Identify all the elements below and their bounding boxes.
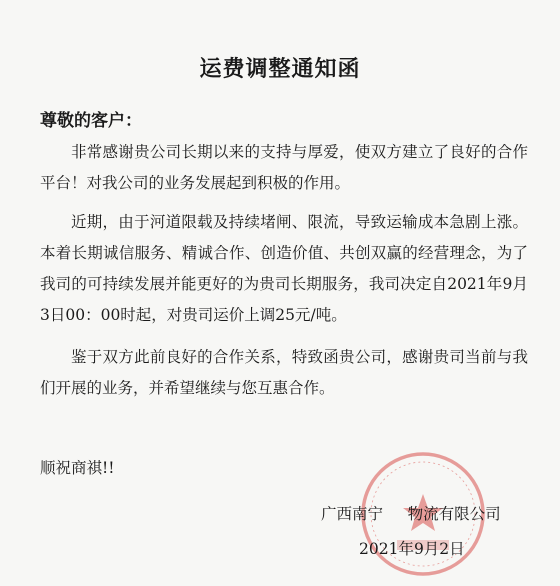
document-title: 运费调整通知函 [199,56,361,82]
signature-date: 2021年9月2日 [359,540,465,558]
paragraph-cooperation: 鉴于双方此前良好的合作关系，特致函贵公司，感谢贵司当前与我们开展的业务，并希望继续与您互惠合作。 [40,348,528,397]
company-signature: 广西南宁 物流有限公司 [321,505,501,523]
salutation: 尊敬的客户： [40,111,142,131]
closing-greeting: 顺祝商祺!! [40,459,115,477]
paragraph-appreciation: 非常感谢贵公司长期以来的支持与厚爱，使双方建立了良好的合作平台！对我公司的业务发展起到积极的作用。 [40,143,528,192]
paragraph-price-adjustment: 近期，由于河道限载及持续堵闸、限流，导致运输成本急剧上涨。本着长期诚信服务、精诚合作、创造价值、共创双赢的经营理念，为了我司的可持续发展并能更好的为贵司长期服务，我司决定自2021年9月3日00：00时起，对贵司运价上调25元/吨。 [40,213,528,324]
